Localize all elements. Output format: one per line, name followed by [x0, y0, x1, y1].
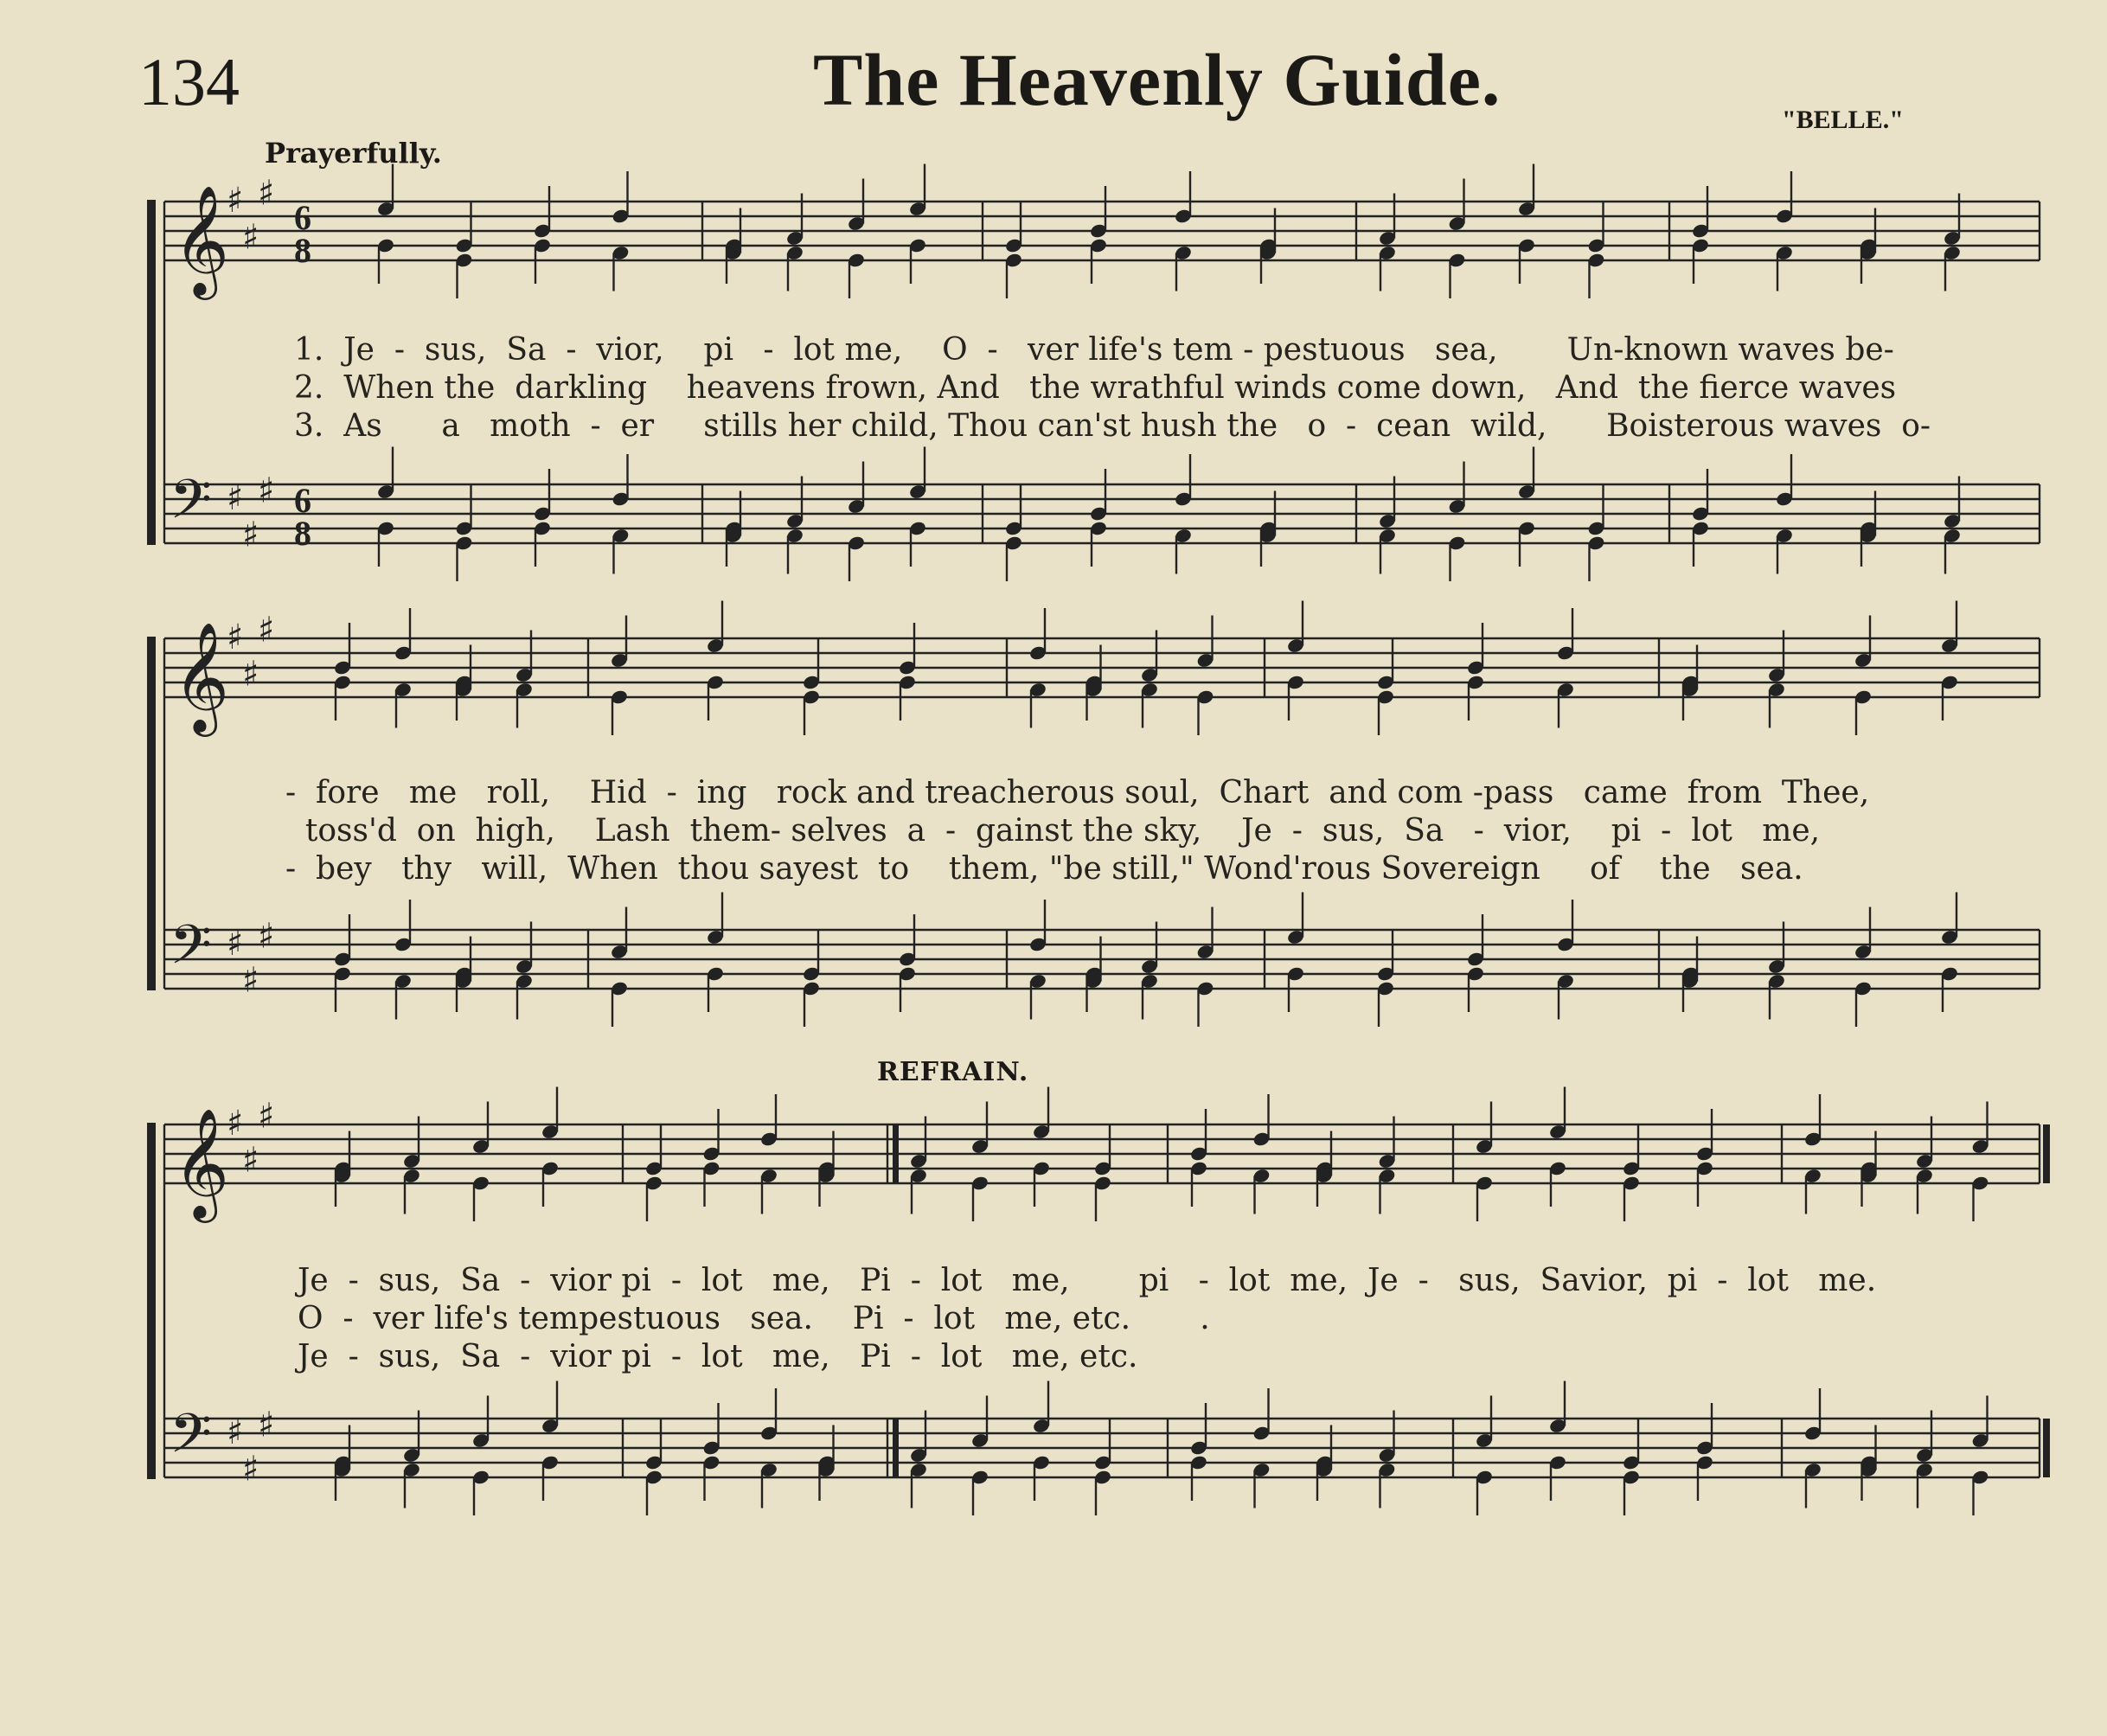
sharp-sign: ♯ — [242, 1140, 259, 1181]
time-sig-bottom: 8 — [294, 514, 311, 553]
time-sig-bottom: 8 — [294, 231, 311, 270]
treble-clef: 𝄞 — [173, 184, 230, 295]
sharp-sign: ♯ — [242, 515, 259, 555]
lyric-s3-v2: O - ver life's tempestuous sea. Pi - lot me, etc. . — [298, 1301, 1210, 1336]
sharp-sign: ♯ — [258, 471, 275, 511]
time-sig-top: 6 — [294, 198, 311, 237]
double-barline — [893, 1124, 899, 1183]
system-brace — [147, 200, 156, 545]
time-sig-top: 6 — [294, 481, 311, 520]
lyric-s2-v2: toss'd on high, Lash them- selves a - gainst the sky, Je - sus, Sa - vior, pi - lot me, — [285, 813, 1821, 849]
tune-name: "BELLE." — [1782, 106, 1904, 134]
refrain-label: REFRAIN. — [877, 1057, 1029, 1087]
sharp-sign: ♯ — [227, 618, 244, 657]
treble-clef: 𝄞 — [173, 1107, 230, 1218]
lyric-s3-v3: Je - sus, Sa - vior pi - lot me, Pi - lot me, etc. — [298, 1339, 1138, 1374]
hymn-title: The Heavenly Guide. — [813, 38, 1502, 121]
tempo-marking: Prayerfully. — [265, 137, 442, 170]
sharp-sign: ♯ — [242, 1449, 259, 1489]
treble-clef: 𝄞 — [173, 621, 230, 732]
system-brace — [147, 637, 156, 990]
sharp-sign: ♯ — [242, 960, 259, 1001]
sharp-sign: ♯ — [227, 924, 244, 964]
lyric-s1-v2: 2. When the darkling heavens frown, And the wrathful winds come down, And the fierce waves — [294, 370, 1897, 406]
final-barline — [2043, 1124, 2050, 1183]
sharp-sign: ♯ — [258, 1405, 275, 1445]
lyric-s1-v3: 3. As a moth - er stills her child, Thou can'st hush the o - cean wild, Boisterous waves o- — [294, 408, 1931, 444]
bass-clef: 𝄢 — [170, 467, 212, 544]
sharp-sign: ♯ — [227, 1104, 244, 1143]
sharp-sign: ♯ — [242, 217, 259, 258]
lyric-s2-v1: - fore me roll, Hid - ing rock and treacherous soul, Chart and com -pass came from Thee, — [285, 775, 1870, 810]
lyric-s1-v1: 1. Je - sus, Sa - vior, pi - lot me, O - ver life's tem - pestuous sea, Un-known waves be- — [294, 332, 1894, 368]
sharp-sign: ♯ — [227, 1413, 244, 1452]
final-barline — [2043, 1419, 2050, 1477]
lyric-s2-v3: - bey thy will, When thou sayest to them, "be still," Wond'rous Sovereign of the sea. — [285, 851, 1803, 887]
system-brace — [147, 1123, 156, 1479]
bass-clef: 𝄢 — [170, 913, 212, 990]
sharp-sign: ♯ — [227, 478, 244, 518]
sharp-sign: ♯ — [227, 181, 244, 221]
double-barline — [893, 1419, 899, 1477]
lyric-s3-v1: Je - sus, Sa - vior pi - lot me, Pi - lot me, pi - lot me, Je - sus, Savior, pi - lot me. — [298, 1263, 1877, 1298]
bass-clef: 𝄢 — [170, 1401, 212, 1478]
sharp-sign: ♯ — [258, 610, 275, 650]
sharp-sign: ♯ — [258, 173, 275, 214]
sharp-sign: ♯ — [242, 654, 259, 695]
page-number: 134 — [138, 44, 240, 119]
sharp-sign: ♯ — [258, 1096, 275, 1137]
sharp-sign: ♯ — [258, 916, 275, 957]
